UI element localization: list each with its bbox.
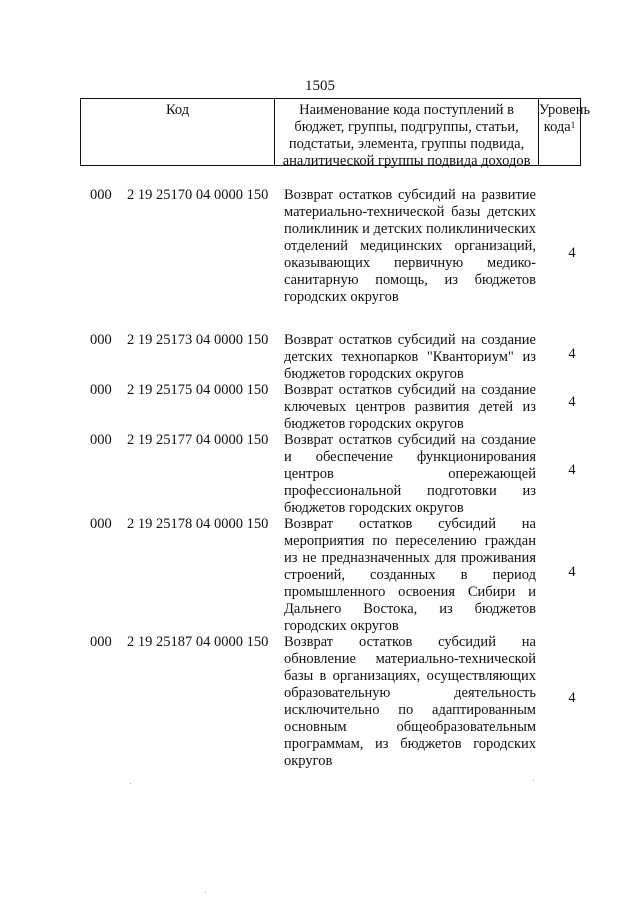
header-name-column: Наименование кода поступлений в бюджет, группы, подгруппы, статьи, подстатьи, элемента, группы подвида, аналитической группы подвида доходов [275, 99, 539, 165]
budget-code: 2 19 25175 04 0000 150 [127, 382, 269, 398]
admin-code: 000 [90, 634, 112, 650]
income-name: Возврат остатков субсидий на создание ключевых центров развития детей из бюджетов городских округов [284, 382, 536, 432]
admin-code: 000 [90, 332, 112, 348]
income-name: Возврат остатков субсидий на создание и обеспечение функционирования центров опережающей профессиональной подготовки из бюджетов городских округов [284, 432, 536, 516]
scan-speck [205, 892, 206, 893]
admin-code: 000 [90, 382, 112, 398]
header-level-column [539, 99, 591, 165]
code-level: 4 [568, 245, 576, 261]
income-name: Возврат остатков субсидий на мероприятия по переселению граждан из не предназначенных для проживания строений, созданных в период промышленного освоения Сибири и Дальнего Востока, из бюджетов городских округов [284, 516, 536, 634]
header-level-footnote: 1 [570, 120, 576, 130]
code-level: 4 [568, 564, 576, 580]
budget-code: 2 19 25187 04 0000 150 [127, 634, 269, 650]
table-row [0, 382, 640, 432]
header-code-column: Код [81, 99, 275, 165]
budget-code: 2 19 25177 04 0000 150 [127, 432, 269, 448]
admin-code: 000 [90, 187, 112, 203]
income-name: Возврат остатков субсидий на развитие материально-технической базы детских поликлиник и детских поликлинических отделений медицинских организаций, оказывающих первичную медико-санитарную помощь, из бюджетов городских округов [284, 187, 536, 305]
table-row [0, 432, 640, 516]
table-row [0, 516, 640, 634]
table-body [0, 187, 640, 774]
code-level: 4 [568, 462, 576, 478]
table-row [0, 332, 640, 382]
scan-speck [130, 783, 131, 784]
code-level: 4 [568, 346, 576, 362]
code-level: 4 [568, 690, 576, 706]
code-level: 4 [568, 394, 576, 410]
table-header [80, 98, 591, 169]
budget-code: 2 19 25173 04 0000 150 [127, 332, 269, 348]
scan-speck [533, 780, 534, 781]
admin-code: 000 [90, 432, 112, 448]
budget-code: 2 19 25170 04 0000 150 [127, 187, 269, 203]
admin-code: 000 [90, 516, 112, 532]
income-name: Возврат остатков субсидий на создание детских технопарков "Кванториум" из бюджетов городских округов [284, 332, 536, 382]
page-number: 1505 [305, 78, 335, 94]
header-level-label: Уровень кода [539, 102, 591, 135]
budget-code: 2 19 25178 04 0000 150 [127, 516, 269, 532]
table-row [0, 187, 640, 332]
income-name: Возврат остатков субсидий на обновление материально-технической базы в организациях, осуществляющих образовательную деятельность исключительно по адаптированным основным общеобразовательным программам, из бюджетов городских округов [284, 634, 536, 769]
table-row [0, 634, 640, 774]
